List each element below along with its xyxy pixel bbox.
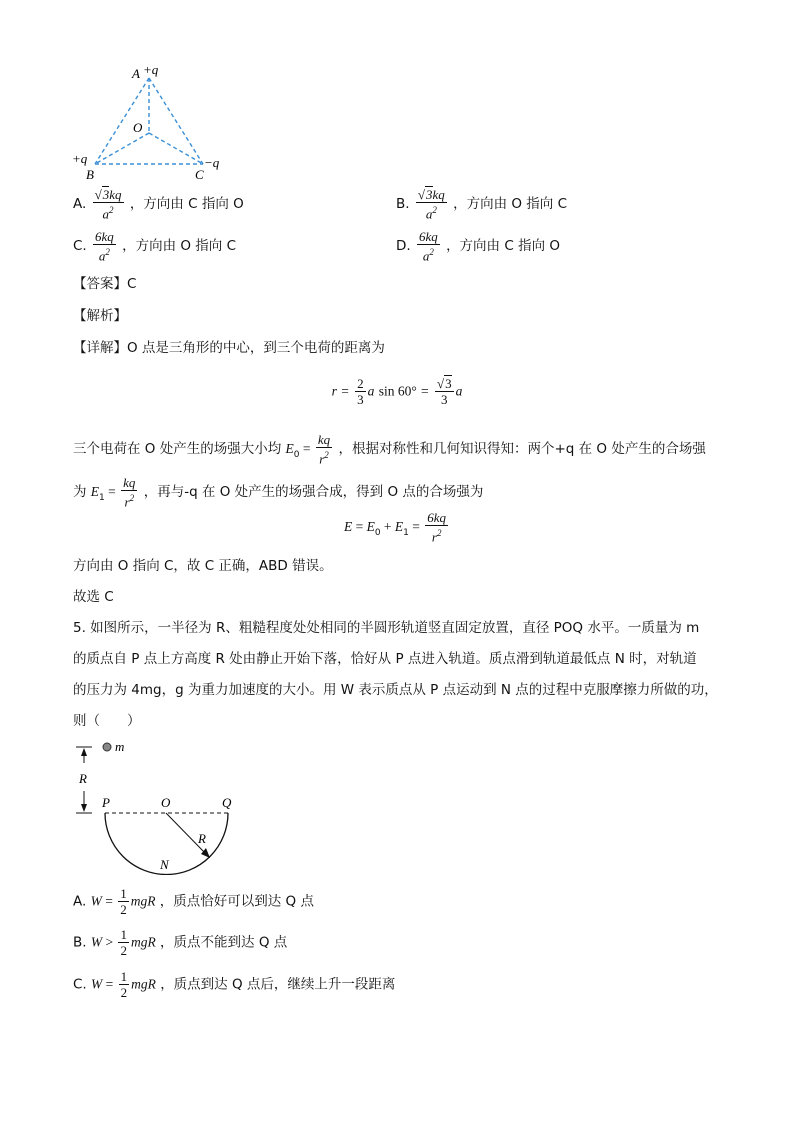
equation-r: r = $\frac{2}{3}$ a sin 60° = $\frac{√3}{3}$ a — [331, 376, 463, 407]
charge-B: +q — [72, 151, 88, 166]
label-O2: O — [161, 795, 171, 810]
edge-AC — [149, 78, 203, 164]
segment-OB — [95, 133, 149, 164]
label-O: O — [133, 120, 143, 135]
option-5C[interactable]: C. W = $\frac{1}{2}$ mgR ，质点到达 Q 点后，继续上升一段距离 — [73, 969, 396, 1000]
charge-C: −q — [204, 155, 220, 170]
detail-line-4: 方向由 O 指向 C，故 C 正确，ABD 错误。 — [73, 558, 333, 574]
mass-ball-icon — [103, 743, 111, 751]
answer-line: 【答案】C — [73, 276, 137, 292]
detail-line-1: 【详解】O 点是三角形的中心，到三个电荷的距离为 — [73, 340, 385, 356]
q5-line-2: 的质点自 P 点上方高度 R 处由静止开始下落，恰好从 P 点进入轨道。质点滑到轨道最低点 N 时，对轨道 — [73, 651, 697, 667]
detail-line-5: 故选 C — [73, 589, 114, 605]
label-R-radius: R — [198, 831, 206, 846]
q5-line-1: 5. 如图所示，一半径为 R、粗糙程度处处相同的半圆形轨道竖直固定放置，直径 POQ 水平。一质量为 m — [73, 620, 700, 636]
segment-OC — [149, 133, 203, 164]
label-R-height: R — [79, 771, 87, 786]
option-4C[interactable]: C. $\frac{6kq}{a^2}$ ，方向由 O 指向 C — [73, 229, 237, 264]
semicircle-track-figure — [70, 735, 250, 875]
q5-line-3: 的压力为 4mg，g 为重力加速度的大小。用 W 表示质点从 P 点运动到 N 点的过程中克服摩擦力所做的功， — [73, 682, 718, 698]
triangle-charges-figure — [70, 60, 240, 185]
option-5A[interactable]: A. W = $\frac{1}{2}$ mgR ，质点恰好可以到达 Q 点 — [73, 886, 314, 917]
label-C: C — [195, 167, 204, 182]
label-N: N — [160, 857, 169, 872]
q5-line-4: 则（ ） — [73, 713, 141, 729]
detail-line-2: 三个电荷在 O 处产生的场强大小均 $E_0$ = $\frac{kq}{r^2}$ ，根据对称性和几何知识得知：两个+q 在 O 处产生的合场强 — [73, 432, 706, 467]
option-4A[interactable]: A. $\frac{√3kq}{a^2}$ ，方向由 C 指向 O — [73, 187, 244, 222]
analysis-heading: 【解析】 — [73, 308, 127, 324]
charge-A: +q — [143, 62, 159, 77]
option-4B[interactable]: B. $\frac{√3kq}{a^2}$ ，方向由 O 指向 C — [396, 187, 568, 222]
option-5B[interactable]: B. W > $\frac{1}{2}$ mgR ，质点不能到达 Q 点 — [73, 927, 288, 958]
label-P: P — [102, 795, 110, 810]
label-B: B — [86, 167, 94, 182]
label-A: A — [132, 66, 140, 81]
label-Q: Q — [222, 795, 232, 810]
detail-line-3: 为 $E_1$ = $\frac{kq}{r^2}$ ，再与-q 在 O 处产生的场强合成，得到 O 点的合场强为 — [73, 475, 484, 510]
label-m: m — [115, 739, 125, 754]
equation-E: $E = E_0 + E_1$ = $\frac{6kq}{r^2}$ — [343, 510, 447, 545]
option-4D[interactable]: D. $\frac{6kq}{a^2}$ ，方向由 C 指向 O — [396, 229, 560, 264]
